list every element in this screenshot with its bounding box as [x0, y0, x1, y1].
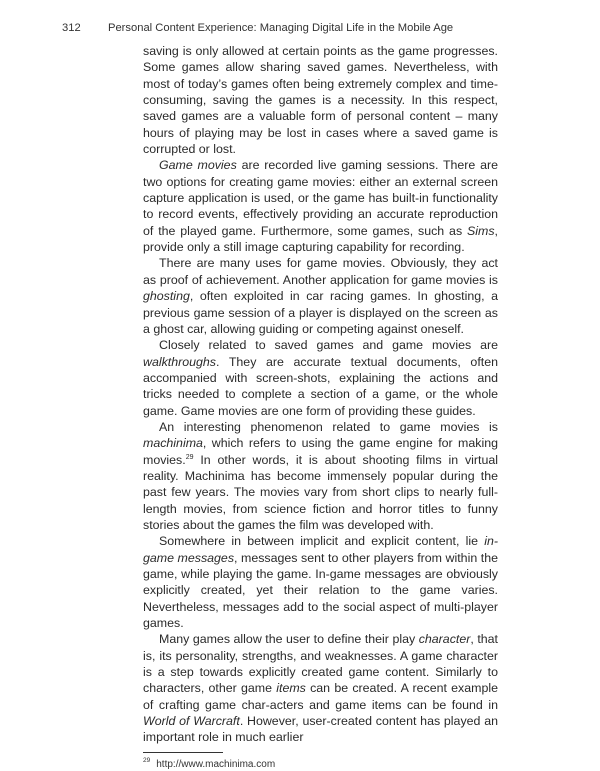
- italic-term: character: [418, 632, 471, 647]
- paragraph: [143, 631, 498, 745]
- text-run: , which refers to using the game engine for making movies.: [143, 436, 498, 467]
- page-number: 312: [62, 22, 81, 34]
- text-run: , provide only a still image capturing capability for recording.: [143, 223, 498, 255]
- paragraph: [143, 533, 498, 631]
- footnote-link[interactable]: http://www.machinima.com: [156, 758, 276, 770]
- running-header: [62, 22, 453, 34]
- text-run: are recorded live gaming sessions. There are two options for creating game movies: either an external screen capture application is used, or the game has built-in functionality to record events, effectively providing an accurate reproduction of the played game. Furthermore, some games, such as: [143, 158, 499, 238]
- text-run: . They are accurate textual documents, often accompanied with screen-shots, explaining the actions and tricks needed to complete a section of a game, or the whole game. Game movies are one form of providing these guides.: [143, 354, 498, 418]
- italic-term: Game movies: [159, 158, 237, 173]
- italic-term: machinima: [143, 436, 203, 451]
- text-run: Closely related to saved games and game movies are: [159, 338, 498, 353]
- italic-term: walkthroughs: [143, 354, 217, 369]
- text-run: In other words, it is about shooting films in virtual reality. Machinima has become immensely popular during the past few years. The movies vary from short clips to nearly full-length movies, from science fiction and horror titles to funny stories about the games the film was developed with.: [143, 452, 498, 532]
- text-run: saving is only allowed at certain points as the game progresses. Some games allow sharing saved games. Nevertheless, with most of today’s games often being extremely complex and time-consuming, saving the games is a necessity. In this respect, saved games are a valuable form of personal content – many hours of playing may be lost in cases where a saved game is corrupted or lost.: [143, 44, 498, 157]
- text-run: , often exploited in car racing games. In ghosting, a previous game session of a player is displayed on the screen as a ghost car, allowing guiding or competing against oneself.: [143, 289, 498, 336]
- text-run: There are many uses for game movies. Obviously, they act as proof of achievement. Another application for game movies is: [143, 256, 498, 287]
- italic-term: Sims: [467, 223, 495, 238]
- paragraph: [143, 337, 498, 419]
- paragraph: [143, 255, 498, 337]
- footnote-number: 29: [143, 757, 151, 765]
- paragraph: [143, 43, 498, 157]
- text-run: Many games allow the user to define their play: [159, 632, 419, 647]
- text-run: An interesting phenomenon related to game movies is: [159, 419, 498, 434]
- paragraph: [143, 157, 498, 255]
- footnote-ref: 29: [185, 453, 194, 461]
- running-title: Personal Content Experience: Managing Digital Life in the Mobile Age: [108, 22, 454, 34]
- body-text: [143, 43, 498, 746]
- footnote-rule: [143, 752, 223, 753]
- text-run: , that is, its personality, strengths, and weaknesses. A game character is a step towards explicitly created game content. Similarly to characters, other game: [143, 632, 498, 696]
- text-run: . However, user-created content has played an important role in much earlier: [143, 714, 498, 745]
- italic-term: in-game messages: [143, 534, 498, 565]
- text-run: can be created. A recent example of crafting game char-acters and game items can be found in: [143, 681, 498, 712]
- italic-term: ghosting: [143, 289, 190, 304]
- footnote: [143, 758, 498, 771]
- italic-term: World of Warcraft: [143, 714, 240, 729]
- text-column: [143, 43, 498, 771]
- text-run: , messages sent to other players from within the game, while playing the game. In-game messages are obviously explicitly created, yet their relation to the game varies. Nevertheless, messages add to the social aspect of multi-player games.: [143, 550, 498, 631]
- text-run: Somewhere in between implicit and explicit content, lie: [159, 534, 485, 549]
- paragraph: [143, 419, 498, 533]
- italic-term: items: [276, 681, 306, 696]
